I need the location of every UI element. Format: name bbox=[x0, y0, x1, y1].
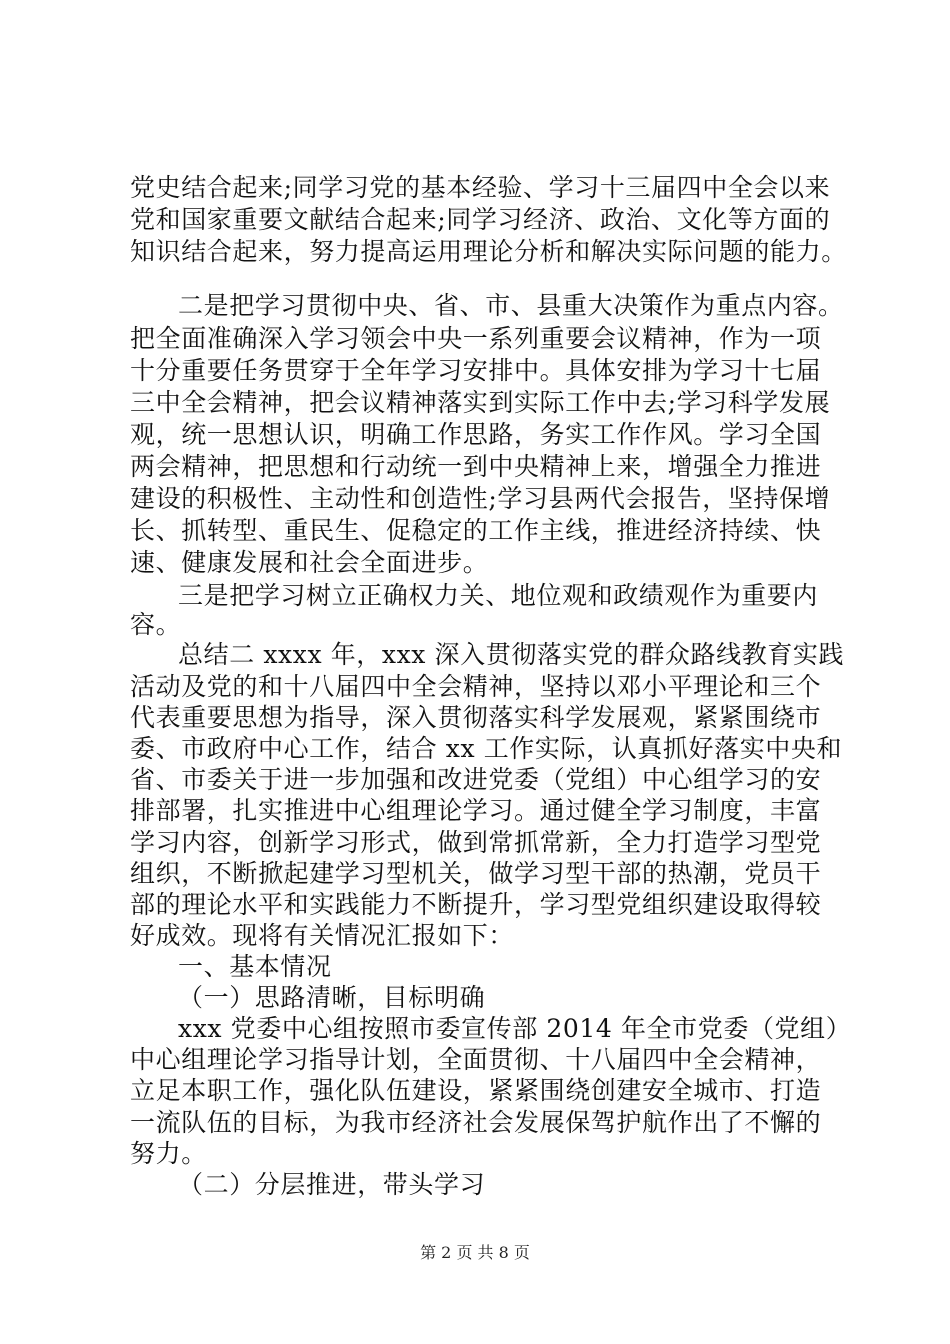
body-line: 建设的积极性、主动性和创造性;学习县两代会报告，坚持保增 bbox=[130, 484, 831, 513]
body-line: 总结二 xxxx 年，xxx 深入贯彻落实党的群众路线教育实践 bbox=[178, 640, 845, 669]
body-line: 党和国家重要文献结合起来;同学习经济、政治、文化等方面的 bbox=[130, 205, 831, 234]
body-line: 立足本职工作，强化队伍建设，紧紧围绕创建安全城市、打造 bbox=[130, 1076, 822, 1105]
body-line: 部的理论水平和实践能力不断提升，学习型党组织建设取得较 bbox=[130, 890, 822, 919]
body-line: 容。 bbox=[130, 610, 182, 639]
section-heading: 一、基本情况 bbox=[178, 952, 332, 981]
body-line: 十分重要任务贯穿于全年学习安排中。具体安排为学习十七届 bbox=[130, 356, 822, 385]
body-line: 速、健康发展和社会全面进步。 bbox=[130, 548, 489, 577]
subsection-heading: （一）思路清晰，目标明确 bbox=[178, 983, 486, 1012]
body-line: 组织，不断掀起建学习型机关，做学习型干部的热潮，党员干 bbox=[130, 859, 822, 888]
body-line: 努力。 bbox=[130, 1139, 207, 1168]
body-line: 省、市委关于进一步加强和改进党委（党组）中心组学习的安 bbox=[130, 765, 822, 794]
body-line: 好成效。现将有关情况汇报如下： bbox=[130, 921, 515, 950]
body-line: 三是把学习树立正确权力关、地位观和政绩观作为重要内 bbox=[178, 581, 819, 610]
body-line: 把全面准确深入学习领会中央一系列重要会议精神，作为一项 bbox=[130, 324, 822, 353]
body-line: 代表重要思想为指导，深入贯彻落实科学发展观，紧紧围绕市 bbox=[130, 703, 822, 732]
body-line: 学习内容，创新学习形式，做到常抓常新，全力打造学习型党 bbox=[130, 828, 822, 857]
body-line: 委、市政府中心工作，结合 xx 工作实际，认真抓好落实中央和 bbox=[130, 734, 843, 763]
body-line: 活动及党的和十八届四中全会精神，坚持以邓小平理论和三个 bbox=[130, 672, 822, 701]
subsection-heading: （二）分层推进，带头学习 bbox=[178, 1170, 486, 1199]
body-line: 观，统一思想认识，明确工作思路，务实工作作风。学习全国 bbox=[130, 420, 822, 449]
page-footer: 第 2 页 共 8 页 bbox=[420, 1243, 530, 1262]
body-line: 二是把学习贯彻中央、省、市、县重大决策作为重点内容。 bbox=[178, 291, 844, 320]
body-line: 排部署，扎实推进中心组理论学习。通过健全学习制度，丰富 bbox=[130, 796, 822, 825]
body-line: 知识结合起来，努力提高运用理论分析和解决实际问题的能力。 bbox=[130, 237, 847, 266]
body-line: 两会精神，把思想和行动统一到中央精神上来，增强全力推进 bbox=[130, 452, 822, 481]
body-line: 党史结合起来;同学习党的基本经验、学习十三届四中全会以来 bbox=[130, 173, 831, 202]
body-line: 长、抓转型、重民生、促稳定的工作主线，推进经济持续、快 bbox=[130, 516, 822, 545]
body-line: 一流队伍的目标，为我市经济社会发展保驾护航作出了不懈的 bbox=[130, 1108, 822, 1137]
body-line: 三中全会精神，把会议精神落实到实际工作中去;学习科学发展 bbox=[130, 388, 831, 417]
body-line: 中心组理论学习指导计划，全面贯彻、十八届四中全会精神， bbox=[130, 1045, 822, 1074]
body-line: xxx 党委中心组按照市委宣传部 2014 年全市党委（党组） bbox=[178, 1014, 852, 1043]
